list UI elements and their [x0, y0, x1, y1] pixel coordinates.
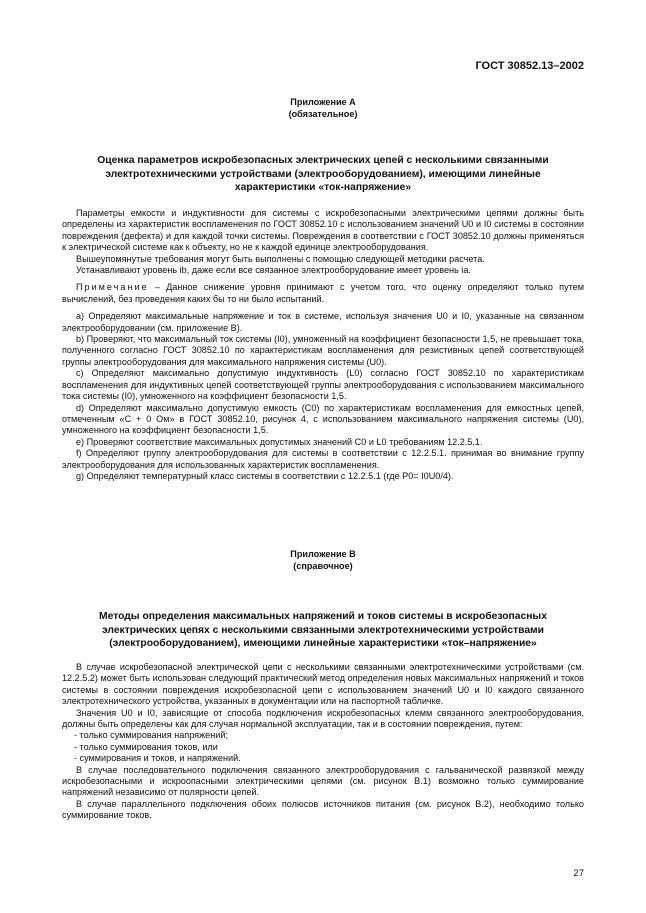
- annex-a-body: [62, 208, 584, 482]
- annex-b-title-block: [62, 548, 584, 572]
- list-item: c) Определяют максимально допустимую индуктивность (L0) согласно ГОСТ 30852.10 по характеристикам воспламенения для индуктивных цепей соответствующей группы электрооборудования с использованием максимального тока системы (I0), умноженного на коэффициент безопасности 1,5.: [62, 368, 584, 402]
- annex-b-body: [62, 662, 584, 822]
- annex-b-paragraph-1: В случае искробезопасной электрической цепи с несколькими связанными электротехническими устройствами (см. 12.2.5.2) может быть использован следующий практический метод определения новых максимальных напряжений и токов системы в состоянии повреждения искробезопасной цепи с использованием значений U0 и I0 каждого связанного электротехнического устройства, указанных в документации или на паспортной табличке.: [62, 662, 584, 707]
- annex-b-paragraph-4: В случае параллельного подключения обоих полюсов источников питания (см. рисунок В.2), необходимо только суммирование токов.: [62, 798, 584, 821]
- list-item: - только суммирования напряжений;: [74, 730, 228, 741]
- list-item: a) Определяют максимальные напряжение и ток в системе, используя значения U0 и I0, указанные на связанном электрооборудовании (см. приложение В).: [62, 311, 584, 333]
- annex-b-paragraph-2: Значения U0 и I0, зависящие от способа подключения искробезопасных клемм связанного электрооборудования, должны быть определены как для случая нормальной эксплуатации, так и в состоянии повреждения, путем:: [62, 707, 584, 730]
- annex-a-note: [62, 282, 584, 305]
- list-item: - суммирования и токов, и напряжений.: [74, 753, 241, 764]
- list-item: e) Проверяют соответствие максимальных допустимых значений C0 и L0 требованиям 12.2.5.1.: [76, 436, 483, 447]
- annex-a-heading: Оценка параметров искробезопасных электрических цепей с несколькими связанными электротехническими устройствами (электрооборудованием), имеющими линейные характеристики «ток-напряжение»: [97, 155, 549, 194]
- list-item: f) Определяют группу электрооборудования для системы в соответствии с 12.2.5.1. принимая во внимание группу электрооборудования для использованных характеристик воспламенения.: [62, 448, 584, 470]
- list-item: g) Определяют температурный класс системы в соответствии с 12.2.5.1 (где P0= I0U0/4).: [76, 470, 454, 481]
- annex-a-title-block: [62, 96, 584, 120]
- note-label: Примечание: [76, 282, 149, 293]
- annex-b-paragraph-3: В случае последовательного подключения связанного электрооборудования с гальванической развязкой между искробезопасными и искроопасными электрическими цепями (см. рисунок В.1) возможно только суммирование напряжений независимо от полярности цепей.: [62, 764, 584, 798]
- annex-b-heading: Методы определения максимальных напряжений и токов системы в искробезопасных электрических цепях с несколькими связанными электротехническими устройствами (электрооборудованием), имеющими линейные характеристики «ток–напряжение»: [99, 611, 547, 650]
- annex-a-status: (обязательное): [288, 109, 358, 119]
- annex-b-title: Приложение В: [290, 549, 356, 559]
- annex-a-paragraph-1: Параметры емкости и индуктивности для системы с искробезопасными электрическими цепями должны быть определены из характеристик воспламенения по ГОСТ 30852.10 с использованием значений U0 и I0 системы в состоянии повреждения (дефекта) и для каждой точки системы. Повреждения в соответствии с ГОСТ 30852.10 должны применяться к электрической системе как к объекту, но не к каждой единице электрооборудования.: [62, 208, 584, 253]
- page-number: 27: [573, 868, 584, 879]
- list-item: - только суммирования токов, или: [74, 741, 218, 752]
- list-item: d) Определяют максимально допустимую емкость (C0) по характеристикам воспламенения для емкостных цепей, отмеченным «С + 0 Ом» в ГОСТ 30852.10, рисунок 4, с использованием максимального напряжения системы (U0), умноженного на коэффициент безопасности 1,5.: [62, 402, 584, 436]
- annex-a-paragraph-2: Вышеупомянутые требования могут быть выполнены с помощью следующей методики расчета.: [76, 253, 485, 264]
- annex-a-title: Приложение А: [290, 97, 356, 107]
- annex-b-status: (справочное): [293, 561, 353, 571]
- annex-a-paragraph-3: Устанавливают уровень ib, даже если все связанное электрооборудование имеет уровень ia.: [76, 265, 471, 276]
- list-item: b) Проверяют, что максимальный ток системы (I0), умноженный на коэффициент безопасности 1,5, не превышает тока, полученного согласно ГОСТ 30852.10 по характеристикам воспламенения для резистивных цепей соответствующей группы электрооборудования для максимального напряжения системы (U0).: [62, 334, 584, 367]
- document-code: ГОСТ 30852.13–2002: [475, 60, 584, 72]
- note-text: – Данное снижение уровня принимают с учетом того, что оценку определяют только путем вычислений, без проведения каких бы то ни было испытаний.: [62, 282, 584, 304]
